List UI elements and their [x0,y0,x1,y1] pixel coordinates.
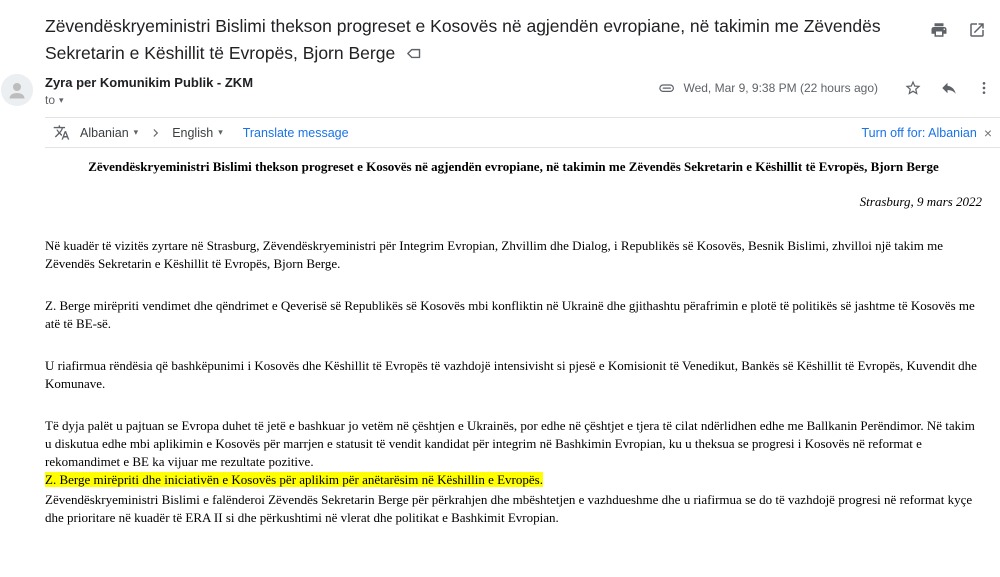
body-paragraph: Në kuadër të vizitës zyrtare në Strasburg, Zëvendëskryeministri për Integrim Evropian, Zhvillim dhe Dialog, i Republikës së Kosovës, Besnik Bislimi, zhvilloi një takim me Zëvendës Sekretarin e Këshillit të Evropës, Bjorn Berge. [45,238,944,271]
open-in-new-icon[interactable] [968,21,986,39]
chevron-down-icon: ▾ [218,127,223,137]
translate-icon [53,124,70,141]
email-subject-text: Zëvendëskryeministri Bislimi thekson progreset e Kosovës në agjendën evropiane, në takimin me Zëvendës Sekretarin e Këshillit të Evropës, Bjorn Berge [45,16,881,63]
attachment-icon [658,79,676,97]
sender-name: Zyra per Komunikim Publik - ZKM [45,75,254,90]
close-icon[interactable]: × [983,124,992,141]
more-options-icon[interactable] [976,80,992,96]
translate-message-link[interactable]: Translate message [242,125,349,140]
header-meta [640,74,992,97]
chevron-down-icon: ▾ [133,127,139,137]
body-paragraph: Të dyja palët u pajtuan se Evropa duhet të jetë e bashkuar jo vetëm në çështjen e Ukrainës, por edhe në çështjet e tjera të cilat ndërlidhen edhe me Ballkanin Perëndimor. Në takim u diskutua edhe mbi aplikimin e Kosovës për marrjen e statusit të vendit kandidat për integrim në Bashkimin Evropian, ku u theksua se progresi i Kosovës në reformat e rekomandimet e BE ka vijuar me rezultate pozitive. [45,418,975,469]
message-header [0,67,1000,109]
highlighted-sentence [45,471,982,489]
message-date: Wed, Mar 9, 9:38 PM (22 hours ago) [683,81,878,95]
closing-paragraph: Zëvendëskryeministri Bislimi e falënderoi Zëvendës Sekretarin Berge për përkrahjen dhe mbështetjen e vazhdueshme dhe u riafirmua se do të vazhdojë progresi në reformat kyçe dhe prioritare në kuadër të ERA II si dhe përkushtimi në vlerat dhe politikat e Bashkimit Evropian. [45,492,973,525]
person-icon [1,74,33,106]
body-paragraph: Z. Berge mirëpriti vendimet dhe qëndrimet e Qeverisë së Republikës së Kosovës mbi konfliktin në Ukrainë dhe gjithashtu përafrimin e plotë të politikës së jashtme të Kosovës me atë të BE-së. [45,298,975,331]
sender-block [45,74,253,109]
subject-actions [930,13,990,39]
avatar[interactable] [1,74,33,106]
target-language-label: English [172,125,214,140]
recipient-details-toggle[interactable] [45,93,64,107]
highlight-mark: Z. Berge mirëpriti dhe iniciativën e Kosovës për aplikim për anëtarësim në Këshillin e Evropës. [45,472,543,487]
body-paragraph: U riafirmua rëndësia që bashkëpunimi i Kosovës dhe Këshillit të Evropës të vazhdojë intensivisht si pjesë e Komisionit të Venedikut, Bankës së Këshillit të Evropës, Kuvendit dhe Komunave. [45,358,977,391]
body-title: Zëvendëskryeministri Bislimi thekson progreset e Kosovës në agjendën evropiane, në takimin me Zëvendës Sekretarin e Këshillit të Evropës, Bjorn Berge [88,159,939,174]
body-dateline: Strasburg, 9 mars 2022 [859,194,982,209]
translate-bar [45,117,1000,148]
target-language-selector[interactable] [172,126,223,140]
reply-icon[interactable] [940,79,958,97]
turn-off-translation-link[interactable]: Turn off for: Albanian [861,125,977,140]
email-subject [45,13,925,67]
source-language-selector[interactable] [80,126,138,140]
source-language-label: Albanian [80,125,129,140]
chevron-right-icon [148,126,162,140]
email-body [0,148,1000,527]
to-label: to [45,93,56,107]
subject-row [0,0,1000,67]
chevron-down-icon: ▾ [59,94,64,105]
print-icon[interactable] [930,21,948,39]
label-icon[interactable] [405,45,422,62]
star-icon[interactable] [904,79,922,97]
